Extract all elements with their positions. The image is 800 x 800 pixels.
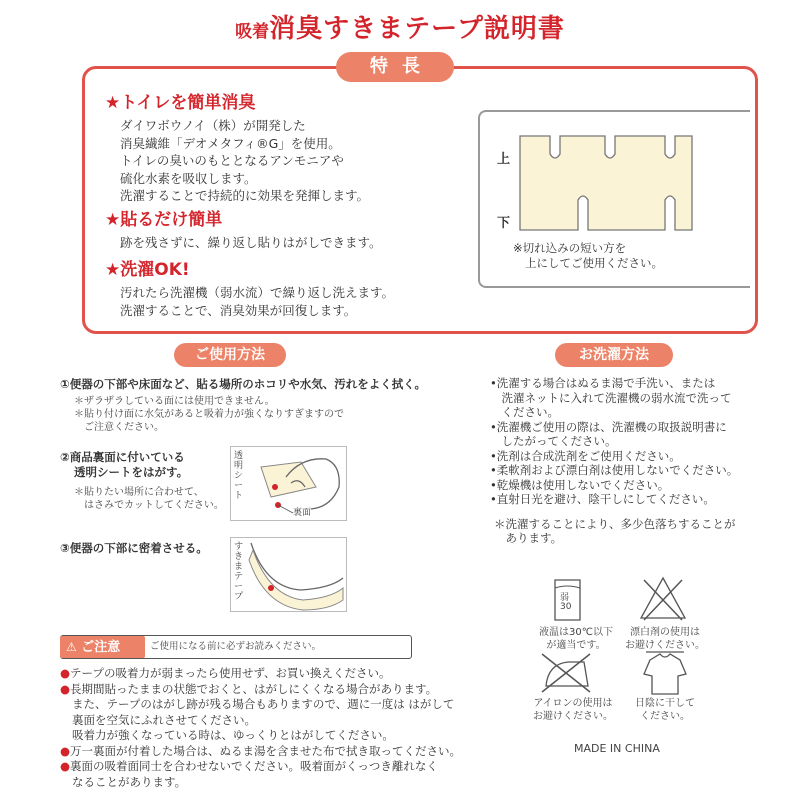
caption-line: 日陰に干して <box>635 698 695 709</box>
feature-2-line: 跡を残さずに、繰り返し貼りはがしできます。 <box>120 235 382 250</box>
step-1-note: ＊貼り付け面に水気があると吸着力が強くなりすぎますので <box>74 409 344 420</box>
feature-3 <box>105 255 485 319</box>
title-prefix: 吸着 <box>235 22 270 42</box>
caption-line: お避けください。 <box>533 711 613 722</box>
step-2-note: ＊貼りたい場所に合わせて、 <box>74 487 204 498</box>
caution-line <box>60 666 470 682</box>
washing-tab: お洗濯方法 <box>555 343 673 367</box>
caution-line: また、テープのはがし跡が残る場合もありますので、週に一度は はがして <box>72 697 455 711</box>
title-main: 消臭すきまテープ説明書 <box>269 14 565 44</box>
caption-line: 漂白剤の使用は <box>630 627 700 638</box>
caution-bullet: ● <box>60 743 71 758</box>
step-2-title-line: 透明シートをはがす。 <box>74 465 189 479</box>
feature-3-heading: ★洗濯OK! <box>105 260 190 280</box>
washing-line: ください。 <box>490 405 559 419</box>
tub-text: 弱 <box>560 593 570 603</box>
caution-line <box>60 744 470 760</box>
washing-item: •洗剤は合成洗剤をご使用ください。 <box>490 448 681 463</box>
step-1-note: ＊ザラザラしている面には使用できません。 <box>74 396 275 407</box>
sheet-label: 透明シート <box>234 451 244 501</box>
origin-label: MADE IN CHINA <box>574 742 660 755</box>
document-title <box>0 8 800 45</box>
feature-1-line: 硫化水素を吸収します。 <box>120 170 257 186</box>
caution-line <box>60 682 470 698</box>
washing-item <box>490 420 790 449</box>
caution-text: 裏面の吸着面同士を合わせないでください。吸着面がくっつき離れなく <box>70 759 438 773</box>
caption-line: アイロンの使用は <box>533 698 613 709</box>
feature-1 <box>105 88 475 205</box>
shade-dry-icon <box>640 648 690 698</box>
caution-label-bar <box>60 636 145 658</box>
feature-1-line: トイレの臭いのもととなるアンモニアや <box>120 153 344 168</box>
caution-sub: ご使用になる前に必ずお読みください。 <box>150 641 322 652</box>
feature-2 <box>105 205 475 252</box>
washing-line: •洗濯する場合はぬるま湯で手洗い、または <box>490 376 716 390</box>
caution-text: 長期間貼ったままの状態でおくと、はがしにくくなる場合があります。 <box>70 681 438 696</box>
features-tab: 特長 <box>336 52 454 82</box>
washing-item: •柔軟剤および漂白剤は使用しないでください。 <box>490 463 739 477</box>
feature-3-line: 汚れたら洗濯機（弱水流）で繰り返し洗えます。 <box>120 285 395 300</box>
caution-list <box>60 666 470 790</box>
feature-1-line: 洗濯することで持続的に効果を発揮します。 <box>120 188 370 203</box>
caption-line: お避けください。 <box>625 640 705 651</box>
back-label: 裏面 <box>293 508 312 518</box>
caution-line: 裏面を空気にふれさせてください。 <box>72 712 256 727</box>
peel-sheet-illustration <box>230 446 347 521</box>
washing-item: •乾燥機は使用しないでください。 <box>490 477 670 492</box>
wash-caption <box>536 626 616 652</box>
caption-line: ください。 <box>640 711 690 722</box>
tape-note-line: 上にしてご使用ください。 <box>525 256 663 270</box>
usage-step-1 <box>60 377 470 434</box>
step-3-title: ③便器の下部に密着させる。 <box>60 541 208 555</box>
step-2-note: はさみでカットしてください。 <box>74 500 224 511</box>
caption-line: が適当です。 <box>546 640 606 651</box>
caution-bullet: ● <box>60 681 71 696</box>
washing-line: したがってください。 <box>490 434 617 448</box>
tape-label-top: 上 <box>497 152 511 167</box>
caution-text: 万一裏面が付着した場合は、ぬるま湯を含ませた布で拭き取ってください。 <box>70 743 462 758</box>
caution-label: ご注意 <box>81 640 121 655</box>
washing-item <box>490 376 790 420</box>
tape-note <box>513 241 743 271</box>
feature-1-text <box>120 117 475 205</box>
no-iron-icon <box>538 650 593 695</box>
apply-tape-illustration <box>230 537 347 612</box>
toilet-base-icon <box>231 538 346 611</box>
feature-1-heading: ★トイレを簡単消臭 <box>105 93 256 113</box>
washing-line: •洗濯機ご使用の際は、洗濯機の取扱説明書に <box>490 419 727 434</box>
caution-bullet: ● <box>60 666 71 680</box>
feature-1-line: 消臭繊維「デオメタフィ®G」を使用。 <box>120 135 341 151</box>
iron-caption <box>528 697 618 723</box>
warning-icon: ⚠ <box>66 640 77 654</box>
step-1-notes <box>74 395 470 434</box>
feature-1-line: ダイワボウノイ（株）が開発した <box>120 118 306 133</box>
dry-caption <box>625 697 705 723</box>
washing-note <box>490 517 790 546</box>
washing-note-line: ＊洗濯することにより、多少色落ちすることが <box>494 516 736 531</box>
peel-hand-icon <box>231 447 346 520</box>
tape-label-bottom: 下 <box>497 216 511 231</box>
caution-line <box>60 759 470 775</box>
caution-bullet: ● <box>60 759 71 773</box>
step-2-title-line: ②商品裏面に付いている <box>60 450 185 464</box>
wash-tub-icon <box>545 576 590 624</box>
washing-item: •直射日光を避け、陰干しにしてください。 <box>490 492 715 506</box>
tub-text: 30 <box>560 602 572 612</box>
caution-line: なることがあります。 <box>72 774 187 789</box>
caution-text: テープの吸着力が弱まったら使用せず、お買い換えください。 <box>70 666 391 680</box>
caption-line: 液温は30℃以下 <box>539 627 613 638</box>
washing-note-line: あります。 <box>494 531 563 545</box>
feature-2-heading: ★貼るだけ簡単 <box>105 210 223 230</box>
washing-line: 洗濯ネットに入れて洗濯機の弱水流で洗って <box>490 390 732 405</box>
step-2-notes <box>74 486 230 512</box>
tape-ill-label: すきまテープ <box>234 542 244 602</box>
step-1-note: ご注意ください。 <box>74 422 164 433</box>
feature-3-line: 洗濯することで、消臭効果が回復します。 <box>120 302 357 318</box>
usage-step-2 <box>60 450 230 512</box>
caution-line: 吸着力が強くなっている時は、ゆっくりとはがしてください。 <box>72 728 394 742</box>
no-bleach-icon <box>638 574 688 624</box>
feature-3-text <box>120 284 485 319</box>
step-1-title: ①便器の下部や床面など、貼る場所のホコリや水気、汚れをよく拭く。 <box>60 377 427 391</box>
washing-instructions <box>490 376 790 546</box>
tape-note-line: ※切れ込みの短い方を <box>513 241 627 255</box>
usage-tab: ご使用方法 <box>174 343 286 367</box>
